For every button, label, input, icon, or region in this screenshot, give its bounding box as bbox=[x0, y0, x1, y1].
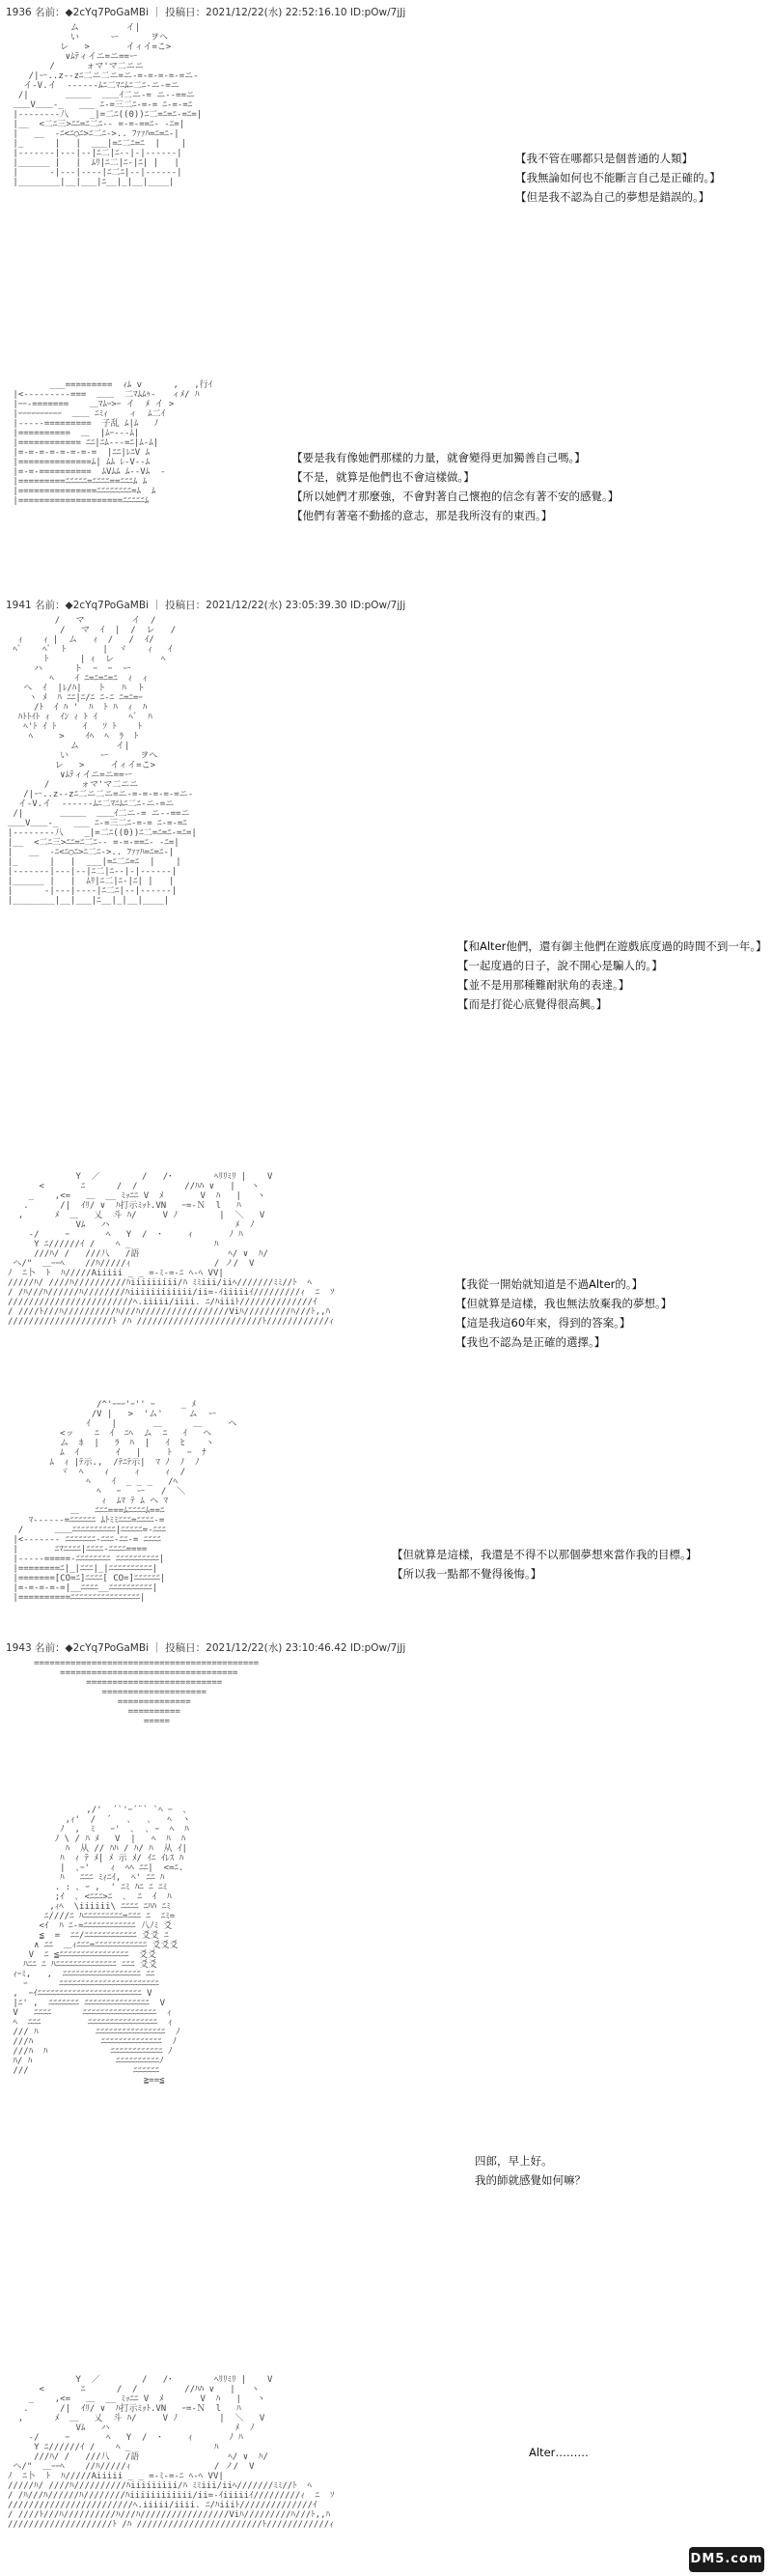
dialogue-block-6 bbox=[475, 2151, 586, 2190]
ascii-art-7: ,/' ´`'ｰ´¨` `ﾍ ｰ ､ ,ｨ' / ´ ､ ､ ﾍ ヽ ﾉ , ﾐ ｰ' ､ ､ ｰ ﾍ ﾊ ﾉ \ / ﾊ ﾒ V | ﾍ ﾊ ﾊ ﾊ 从 // ﾊﾊ / ﾊ/ ﾊ 从 ｲ| ﾊ ｨ ﾃ ﾒ| ﾒ 示 ﾒ/ ｲﾆ ｲﾚｽ ﾊ | ､ｰ' ｨ ﾍﾍ ﾆﾆ| <=ﾆ. ﾊ ﾆﾆﾆ ﾐｨﾆｲ, ﾍ' ﾆﾆ ﾊ . : ､ ｰ , ' ﾆﾐ ﾊﾆ ﾆ ﾆﾐ ;ｲ ､ <ﾆﾆﾆ>ﾆ ､ ﾆ ｲ ﾊ ,ｨﾍ \iiiiii\ ﾆﾆﾆﾆ ﾆﾊﾊ ﾆﾐ ﾆ////ﾆ ﾊﾆﾆﾆﾆﾆﾆﾆﾆﾆ=ﾆﾆﾆ ﾆ ﾆﾐ= <ｲ ﾊ ﾆ-=ﾆﾆﾆﾆﾆﾆﾆﾆﾆﾆﾆﾆ 八ﾉﾐ 爻 ≦ = ﾆﾆ/ﾆﾆﾆﾆﾆﾆﾆﾆﾆﾆﾆﾆ 爻爻 ﾆ ∧ ﾆﾆ ＿ｨﾆﾆﾆ=ﾆﾆﾆﾆﾆﾆﾆﾆﾆﾆﾆﾆ 爻爻爻 V ﾆ ≦ﾆﾆﾆﾆﾆﾆﾆﾆﾆﾆﾆﾆﾆﾆﾆﾆ 爻爻 ﾊﾆﾆ ﾆ ﾊﾆﾆﾆﾆﾆﾆﾆﾆﾆﾆﾆﾆﾆﾆ ﾆﾆﾆ 爻爻 ｨｰﾐ, , ﾆﾆﾆﾆﾆﾆﾆﾆﾆﾆﾆﾆﾆﾆﾆﾆﾆﾆ ﾆﾆ ｰ ﾆﾆﾆﾆﾆﾆﾆﾆﾆﾆﾆﾆﾆﾆﾆﾆﾆﾆﾆﾆﾆﾆﾆ , ｰｲﾆﾆﾆﾆﾆﾆﾆﾆﾆﾆﾆﾆﾆﾆﾆﾆﾆﾆﾆﾆﾆﾆﾆﾆ V |ﾆ' , ﾆﾆﾆﾆﾆﾆﾆ ﾆﾆﾆﾆﾆﾆﾆﾆﾆﾆﾆﾆﾆﾆﾆ V V ﾆﾆﾆﾆ ﾆﾆﾆﾆﾆﾆﾆﾆﾆﾆﾆﾆﾆﾆﾆﾆﾆ ｨ ﾍ ﾆﾆﾆ ﾆﾆﾆﾆﾆﾆﾆﾆﾆﾆﾆﾆﾆﾆﾆﾆ ｨ /// ﾊ ﾆﾆﾆﾆﾆﾆﾆﾆﾆﾆﾆﾆﾆﾆﾆﾆ ﾉ ///ﾊ ﾆﾆﾆﾆﾆﾆﾆﾆﾆﾆﾆﾆﾆﾆ ﾉ ///ﾊ ﾊ ﾆﾆﾆﾆﾆﾆﾆﾆﾆﾆﾆﾆ ﾉ ﾊ/ ﾊ ﾆﾆﾆﾆﾆﾆﾆﾆﾆﾆﾉ /// ﾆﾆﾆﾆﾆﾆ ≧==≦ bbox=[13, 1806, 191, 2086]
dialogue-line: 【但就算是這樣，我還是不得不以那個夢想來當作我的目標。】 bbox=[392, 1548, 698, 1561]
ascii-art-5: /^'ｰｰｰ'ｰ'' ｰ _ ﾒ /V | > 'ム' ム ー ｲ | ＿ ＿ ヘ <ッ ﾆ ｲ ﾆﾍ ム ﾆ ｲ ヘ ム ﾎ | ﾗ ﾊ | ｲ ﾋ ヽ ﾑ ｲ ｲ | ﾄ ｰ ﾅ ﾑ ｨ |ﾃ示., /ﾃﾆﾃ示| ﾏ ﾉ ﾉ ﾉ ヾ ﾍ ｨ ｨ ｨ / ﾍ ｲ _ _ _ /ﾍ ﾍ ｰ ー / ＼ ｨ ﾑﾏ ﾃ ﾑ ヘ ﾏ ＿ ﾆﾆﾆ===ﾑﾆﾆﾆﾆﾑ==ﾆ ﾏ------=ﾆﾆﾆﾆﾆﾆ ﾑﾄﾐﾐﾆﾆﾆ=ﾆﾆﾆﾆ-= / ＿＿ﾆﾆﾆﾆﾆﾆﾆﾆﾆﾆ|ﾆﾆﾆﾆﾆ=-ﾆﾆﾆ |<------- ﾆﾆﾆﾆﾆﾆﾆ-ﾆﾆﾆ-ﾆﾆ-= ﾆﾆﾆﾆ | ﾆﾏﾆﾆﾆﾆ|ﾆﾆﾆﾆ-ﾆﾆﾆﾆ==== |-----=====-ﾆﾆﾆﾆﾆﾆﾆﾆ ﾆﾆﾆﾆﾆﾆﾆﾆﾆﾆ| |========ﾆ|_|ﾆﾆﾆ|_|ﾆﾆﾆﾆﾆﾆﾆﾆﾆﾆ| |=======[CO=ﾆ]ﾆﾆﾆﾆ[ CO=]ﾆﾆﾆﾆﾆﾆ| |=-=-=-=-=|__ﾆﾆﾆﾆ__ﾆﾆﾆﾆﾆﾆﾆﾆﾆﾆ| |==========ﾆﾆﾆﾆﾆﾆﾆﾆﾆﾆﾆﾆﾆﾆﾆﾆ| bbox=[13, 1400, 237, 1603]
dialogue-block-2 bbox=[291, 448, 619, 525]
dialogue-block-5 bbox=[392, 1545, 697, 1583]
post-header-1936: 1936 名前：◆2cYq7PoGaMBi ｜ 投稿日：2021/12/22(水) 22:52:16.10 ID:pOw/7jJj bbox=[6, 7, 406, 18]
dialogue-line: 【而是打從心底覺得很高興。】 bbox=[457, 997, 608, 1011]
dialogue-line: 【我從一開始就知道是不過Alter的。】 bbox=[455, 1277, 644, 1291]
dialogue-line: 【我無論如何也不能斷言自己是正確的。】 bbox=[515, 171, 721, 184]
post-header-1943: 1943 名前：◆2cYq7PoGaMBi ｜ 投稿日：2021/12/22(水) 23:10:46.42 ID:pOw/7jJj bbox=[6, 1642, 406, 1654]
ascii-art-2: ___========= ｨﾑ v , ,行ｲ |<---------=== ＿＿ 二ﾏﾑﾑｩ- ィﾒ/ ﾊ |ｰｰ-======= ＿ﾏﾑｰ>ｰ イ ﾒ イ > |ｰｰｰｰｰｰｰｰｰｰ ＿＿ ﾆﾐｨ ィ ﾑ二ｲ |-----========= 子乱 ﾑ|ﾑ ﾉ |========== ＿ |ﾑｰ---ﾑ| |============ ﾆﾆ|ﾆﾑ---=ﾆ|ﾑ-ﾑ| |=-=-=-=-=-=-=-= |ﾆﾆ|ﾚﾆV ﾑ |==============ﾑ| ﾑﾑ ﾚ-V--ﾑ |=-=-========== ﾑVﾑﾑ ﾑ--Vﾑ - |=========ﾆﾆﾆﾆﾆ=ﾆﾆﾆﾆ==ﾆﾆﾆﾑ ﾑ |===============ﾆﾆﾆﾆﾆﾆﾆﾆ=ﾑ ﾑ |====================ﾆﾆﾆﾆﾆﾑ bbox=[13, 380, 213, 506]
dialogue-line: 【和Alter他們，還有御主他們在遊戲底度過的時間不到一年。】 bbox=[457, 939, 767, 953]
dialogue-line: 【他們有著毫不動搖的意志，那是我所沒有的東西。】 bbox=[291, 509, 553, 522]
dialogue-block-1 bbox=[515, 149, 721, 207]
dialogue-line: 【但就算是這樣，我也無法放棄我的夢想。】 bbox=[455, 1297, 673, 1310]
dialogue-line: 【所以她們才那麼強，不會對著自己懷抱的信念有著不安的感覺。】 bbox=[291, 490, 620, 503]
dialogue-line: Alter……… bbox=[529, 2446, 589, 2459]
dialogue-line: 四郎，早上好。 bbox=[475, 2154, 553, 2168]
ascii-art-6: =========================================== ================================== ========================== ==================== ============== ========== ===== bbox=[34, 1659, 260, 1726]
dialogue-line: 【我不管在哪都只是個普通的人類】 bbox=[515, 152, 693, 165]
ascii-art-4: Y ／ / /･ ﾍﾘﾘﾐﾘ | V < ﾆ / / //ﾊﾊ ∨ | ヽ _ ,<= ＿ __ ﾐｯﾆﾆ V ﾒ V ﾊ | ヽ . /| ｲﾘ/ ∨ ﾊ打示ﾐｯﾄ.VN ｰ=-Ｎ l ﾊ , ﾒ ＿ 乂 斗 ﾊ/ V ﾉ | ＼ V Vﾑ ハ ﾒ ﾉ -/ ｰ ﾍ Y / ･ ｨ ﾉ ﾊ Y ﾆ//////ｲ / ﾍ _ ﾊ ///ﾊ/ / ///八 /語 ﾍ/ ∨ ﾊ/ ヘ/" ＿ｰｰﾍ //ﾊ/////ｨ / ノ/ V ﾉ ﾆ卜 ﾄ ﾊ/////Aiiiii _ _ =-ﾐ-=-ﾆ ﾍ-ﾍ VV| /////ﾊ/ ////ﾊ//////////ﾊiiiiiiiii/ﾊ ﾐﾐiii/iiﾍ///////ﾐﾐ//ﾄ ﾍ / /ﾊ///ﾊ//////ﾊ////////ﾊiiiiiiiiiiii/ii=-ｲiiiiiｲ/////////ｨ ﾆ ｿ ////////////////////////ﾍ.iiiii/iiii. ﾆ/ﾊiiiﾄ//////////////ｲ / ////ﾄ///ﾊ//////////ﾊ///ﾊ/////////////////Viﾊ/////////ﾊ///ﾄ,,ﾊ ////////////////////ﾄ /ﾊ ////////////////////////ﾄ////////////ｨ bbox=[8, 1172, 335, 1327]
dialogue-line: 【一起度過的日子，說不開心是騙人的。】 bbox=[457, 959, 663, 972]
dialogue-line: 我的師就感覺如何嘛？ bbox=[475, 2173, 586, 2187]
dialogue-line: 【所以我一點都不覺得後悔。】 bbox=[392, 1567, 542, 1581]
dialogue-line: 【我也不認為是正確的選擇。】 bbox=[455, 1335, 606, 1349]
ascii-art-8: Y ／ / /･ ﾍﾘﾘﾐﾘ | V < ﾆ / / //ﾊﾊ ∨ | ヽ _ ,<= ＿ __ ﾐｯﾆﾆ V ﾒ V ﾊ | ヽ . /| ｲﾘ/ ∨ ﾊ打示ﾐｯﾄ.VN ｰ=-Ｎ l ﾊ , ﾒ ＿ 乂 斗 ﾊ/ V ﾉ | ＼ V Vﾑ ハ ﾒ ﾉ -/ ｰ ﾍ Y / ･ ｨ ﾉ ﾊ Y ﾆ//////ｲ / ﾍ _ ﾊ ///ﾊ/ / ///八 /語 ﾍ/ ∨ ﾊ/ ヘ/" ＿ｰｰﾍ //ﾊ/////ｨ / ノ/ V ﾉ ﾆ卜 ﾄ ﾊ/////Aiiiii _ _ =-ﾐ-=-ﾆ ﾍ-ﾍ VV| /////ﾊ/ ////ﾊ//////////ﾊiiiiiiiii/ﾊ ﾐﾐiii/iiﾍ///////ﾐﾐ//ﾄ ﾍ / /ﾊ///ﾊ//////ﾊ////////ﾊiiiiiiiiiiii/ii=-ｲiiiiiｲ/////////ｨ ﾆ ｿ ////////////////////////ﾍ.iiiii/iiii. ﾆ/ﾊiiiﾄ//////////////ｲ / ////ﾄ///ﾊ//////////ﾊ///ﾊ/////////////////Viﾊ/////////ﾊ///ﾄ,,ﾊ ////////////////////ﾄ /ﾊ ////////////////////////ﾄ////////////ｨ bbox=[8, 2375, 335, 2530]
dialogue-block-4 bbox=[455, 1274, 672, 1352]
dialogue-line: 【要是我有像她們那樣的力量，就會變得更加獨善自己嗎。】 bbox=[291, 451, 586, 464]
post-header-1941: 1941 名前：◆2cYq7PoGaMBi ｜ 投稿日：2021/12/22(水) 23:05:39.30 ID:pOw/7jJj bbox=[6, 600, 406, 611]
ascii-art-3: / マ イ / / マ ｲ | / レ / ｨ ｨ | ム ｨ / / ｲ/ ﾍﾞ ﾍﾞ ﾄ | ヾ ｨ ｲ ﾄ | ｨ レ ﾍ ハ ト ｰ ｰ ー ﾍ ｲ ﾆ=ﾆ=ﾆ=ﾆ ｨ ｨ ヘ ｲ |ﾚ/ﾊ| ト ﾊ ト ヽ ﾒ ﾊ ﾆﾆ|ﾆ/ﾆ ﾆ-ﾆ ﾆ=ﾆ=ｰ /ﾄ ｲ ﾊ ' ﾊ ﾄ ﾊ ｨ ﾊ ﾊﾄﾄｲﾄ ｨ ｲﾝ ｨ ﾄ ｲ ﾍﾞ ﾊ ﾍ'ﾄ ｲ ﾄ ｲ ｿ ﾄ ﾄ ﾍ > ｲﾍ ﾍ ﾗ ﾄ ム イ| い ー ヲへ レ > イィイ=こ> ∨ﾑﾃィイニ=ニ==ー / ォマ'マ二ニニ /|ー..z--zﾆ二ニ二ニ=ニ-=-=-=-=-=ニ- イ-V.イ ------ﾑﾆ二ﾏﾆﾑﾆ二ﾆ-ニ-=ニ /| ＿＿＿ ＿＿ｲ二ニ-= ニ--==ニ ＿＿V＿＿-_ ___ ﾆ-=三二ﾆ-=-= ﾆ-=-=ﾆ |--------八 _|=二ﾆ((0))ﾆ二=ﾆ=ﾆ-=ﾆ=| |__ <二ﾆ三>ﾆﾆ=ﾆ二ﾆ-- =-=-==ﾆ- -ﾆ=| | __ ‐ﾆ<ﾆ○ﾆ>ﾆ二ﾆ->.. ﾌｧｧﾊ=ﾆ=ﾆ-| |_ | | ___|=ﾆ二ﾆ=ﾆ | | |-------|---|--|ﾆ二|ﾆ--|-|------| |______ | | ﾑﾘ|ﾆ二|ﾆ-|ﾆ| | | | -|---|----|ﾆ二ﾆ|--|------| |________|__|___|ﾆ__|_|__|____| bbox=[8, 616, 197, 906]
ascii-art-1: ム イ| い ー ヲへ レ > イィイ=こ> ∨ﾑﾃィイニ=ニ==ー / ォマ'マ二ニニ /|ー..z--zﾆ二ニ二ニ=ニ-=-=-=-=-=ニ- イ-V.イ ------ﾑﾆ二ﾏﾆﾑﾆ二ﾆ-ニ-=ニ /| ＿＿＿ ＿＿ｲ二ニ-= ニ--==ニ ＿＿V＿＿-_ ___ ﾆ-=三二ﾆ-=-= ﾆ-=-=ﾆ |--------八 _|=二ﾆ((0))ﾆ二=ﾆ=ﾆ-=ﾆ=| |__ <二ﾆ三>ﾆﾆ=ﾆ二ﾆ-- =-=-==ﾆ- -ﾆ=| | __ ‐ﾆ<ﾆ○ﾆ>ﾆ二ﾆ->.. ﾌｧｧﾊ=ﾆ=ﾆ-| |_ | | ___|=ﾆ二ﾆ=ﾆ | | |-------|---|--|ﾆ二|ﾆ--|-|------| |______ | | ﾑﾘ|ﾆ二|ﾆ-|ﾆ| | | | -|---|----|ﾆ二ﾆ|--|------| |________|__|___|ﾆ__|_|__|____| bbox=[13, 23, 203, 187]
dialogue-line: 【這是我這60年來，得到的答案。】 bbox=[455, 1316, 631, 1330]
dialogue-block-3 bbox=[457, 937, 767, 1014]
dialogue-line: 【不是，就算是他們也不會這樣做。】 bbox=[291, 470, 475, 484]
site-watermark: DM5.com bbox=[689, 2547, 764, 2572]
dialogue-line: 【但是我不認為自己的夢想是錯誤的。】 bbox=[515, 190, 710, 204]
dialogue-line: 【並不是用那種難耐狀角的表達。】 bbox=[457, 978, 630, 992]
dialogue-block-7 bbox=[529, 2443, 589, 2462]
